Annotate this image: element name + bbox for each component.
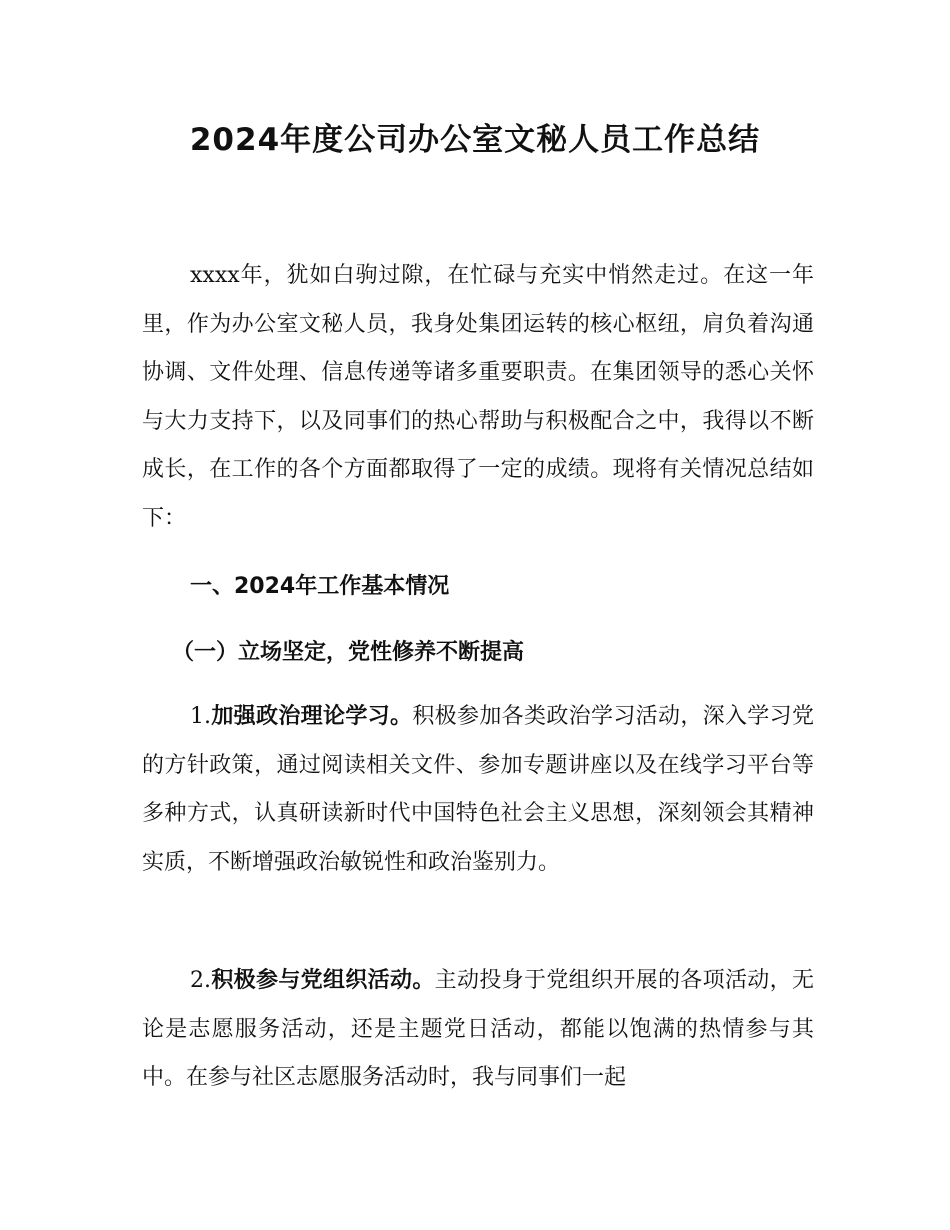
item-lead: 加强政治理论学习。: [211, 704, 413, 729]
section-heading: 一、2024年工作基本情况: [190, 574, 450, 599]
item-number: 1.: [190, 704, 211, 729]
item-paragraph-2: [142, 957, 814, 1103]
item-paragraph-1: [142, 693, 814, 887]
item-text: 主动投身于党组织开展的各项活动，无论是志愿服务活动，还是主题党日活动，都能以饱满的热情参与其中。在参与社区志愿服务活动时，我与同事们一起: [142, 968, 814, 1090]
item-number: 2.: [190, 968, 211, 993]
document-title: 2024年度公司办公室文秘人员工作总结: [189, 122, 761, 158]
subsection-heading: （一）立场坚定，党性修养不断提高: [172, 640, 525, 665]
item-lead: 积极参与党组织活动。: [211, 968, 435, 993]
intro-paragraph: xxxx年，犹如白驹过隙，在忙碌与充实中悄然走过。在这一年里，作为办公室文秘人员，我身处集团运转的核心枢纽，肩负着沟通协调、文件处理、信息传递等诸多重要职责。在集团领导的悉心关怀与大力支持下，以及同事们的热心帮助与积极配合之中，我得以不断成长，在工作的各个方面都取得了一定的成绩。现将有关情况总结如下：: [142, 263, 814, 531]
item-text: 积极参加各类政治学习活动，深入学习党的方针政策，通过阅读相关文件、参加专题讲座以及在线学习平台等多种方式，认真研读新时代中国特色社会主义思想，深刻领会其精神实质，不断增强政治敏锐性和政治鉴别力。: [142, 704, 814, 875]
